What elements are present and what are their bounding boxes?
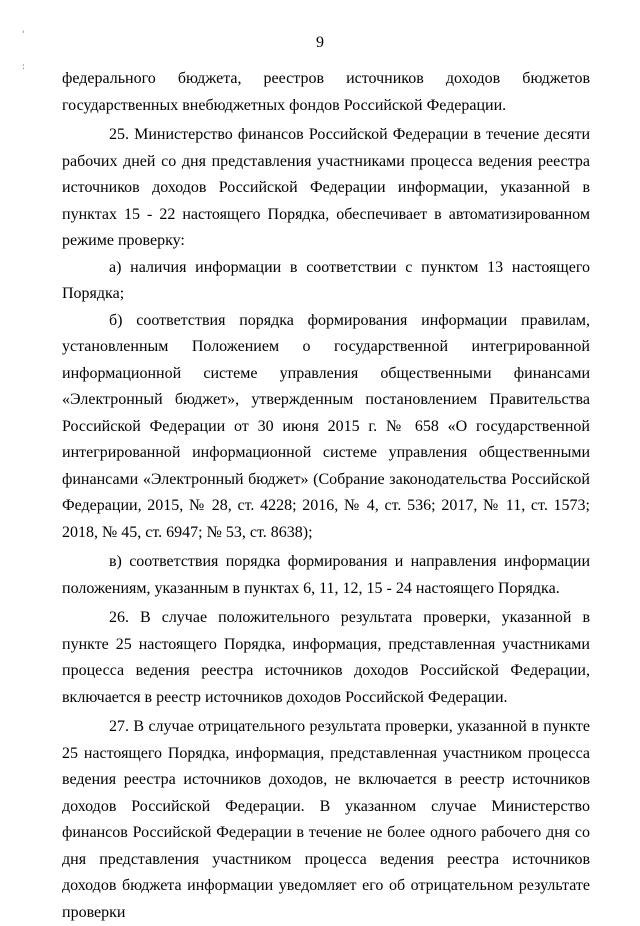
document-body bbox=[62, 66, 590, 926]
paragraph-item-26: 26. В случае положительного результата проверки, указанной в пункте 25 настоящего Порядка, информация, представленная участниками процесса ведения реестра источников доходов Российской Федерации, включается в реестр источников доходов Российской Федерации. bbox=[62, 609, 590, 706]
paragraph-continuation: федерального бюджета, реестров источников доходов бюджетов государственных внебюджетных фондов Российской Федерации. bbox=[62, 70, 590, 114]
scan-mark: : bbox=[22, 62, 26, 72]
page-number: 9 bbox=[316, 34, 324, 51]
paragraph-item-25: 25. Министерство финансов Российской Федерации в течение десяти рабочих дней со дня представления участниками процесса ведения реестра источников доходов Российской Федерации информации, указанной в пунктах 15 - 22 настоящего Порядка, обеспечивает в автоматизированном режиме проверку: bbox=[62, 126, 590, 249]
paragraph-subitem-b: б) соответствия порядка формирования информации правилам, установленным Положением о государственной интегрированной информационной системе управления общественными финансами «Электронный бюджет», утвержденным постановлением Правительства Российской Федерации от 30 июня 2015 г. № 658 «О государственной интегрированной информационной системе управления общественными финансами «Электронный бюджет» (Собрание законодательства Российской Федерации, 2015, № 28, ст. 4228; 2016, № 4, ст. 536; 2017, № 11, ст. 1573; 2018, № 45, ст. 6947; № 53, ст. 8638); bbox=[62, 311, 590, 541]
paragraph-subitem-v: в) соответствия порядка формирования и направления информации положениям, указанным в пунктах 6, 11, 12, 15 - 24 настоящего Порядка. bbox=[62, 553, 590, 597]
paragraph-item-27: 27. В случае отрицательного результата проверки, указанной в пункте 25 настоящего Порядка, информация, представленная участником процесса ведения реестра источников доходов, не включается в реестр источников доходов Российской Федерации. В указанном случае Министерство финансов Российской Федерации в течение не более одного рабочего дня со дня представления участником процесса ведения реестра источников доходов бюджета информации уведомляет его об отрицательном результате проверки bbox=[62, 718, 590, 921]
paragraph-subitem-a: а) наличия информации в соответствии с пунктом 13 настоящего Порядка; bbox=[62, 258, 590, 302]
scan-mark: ' bbox=[22, 30, 25, 40]
